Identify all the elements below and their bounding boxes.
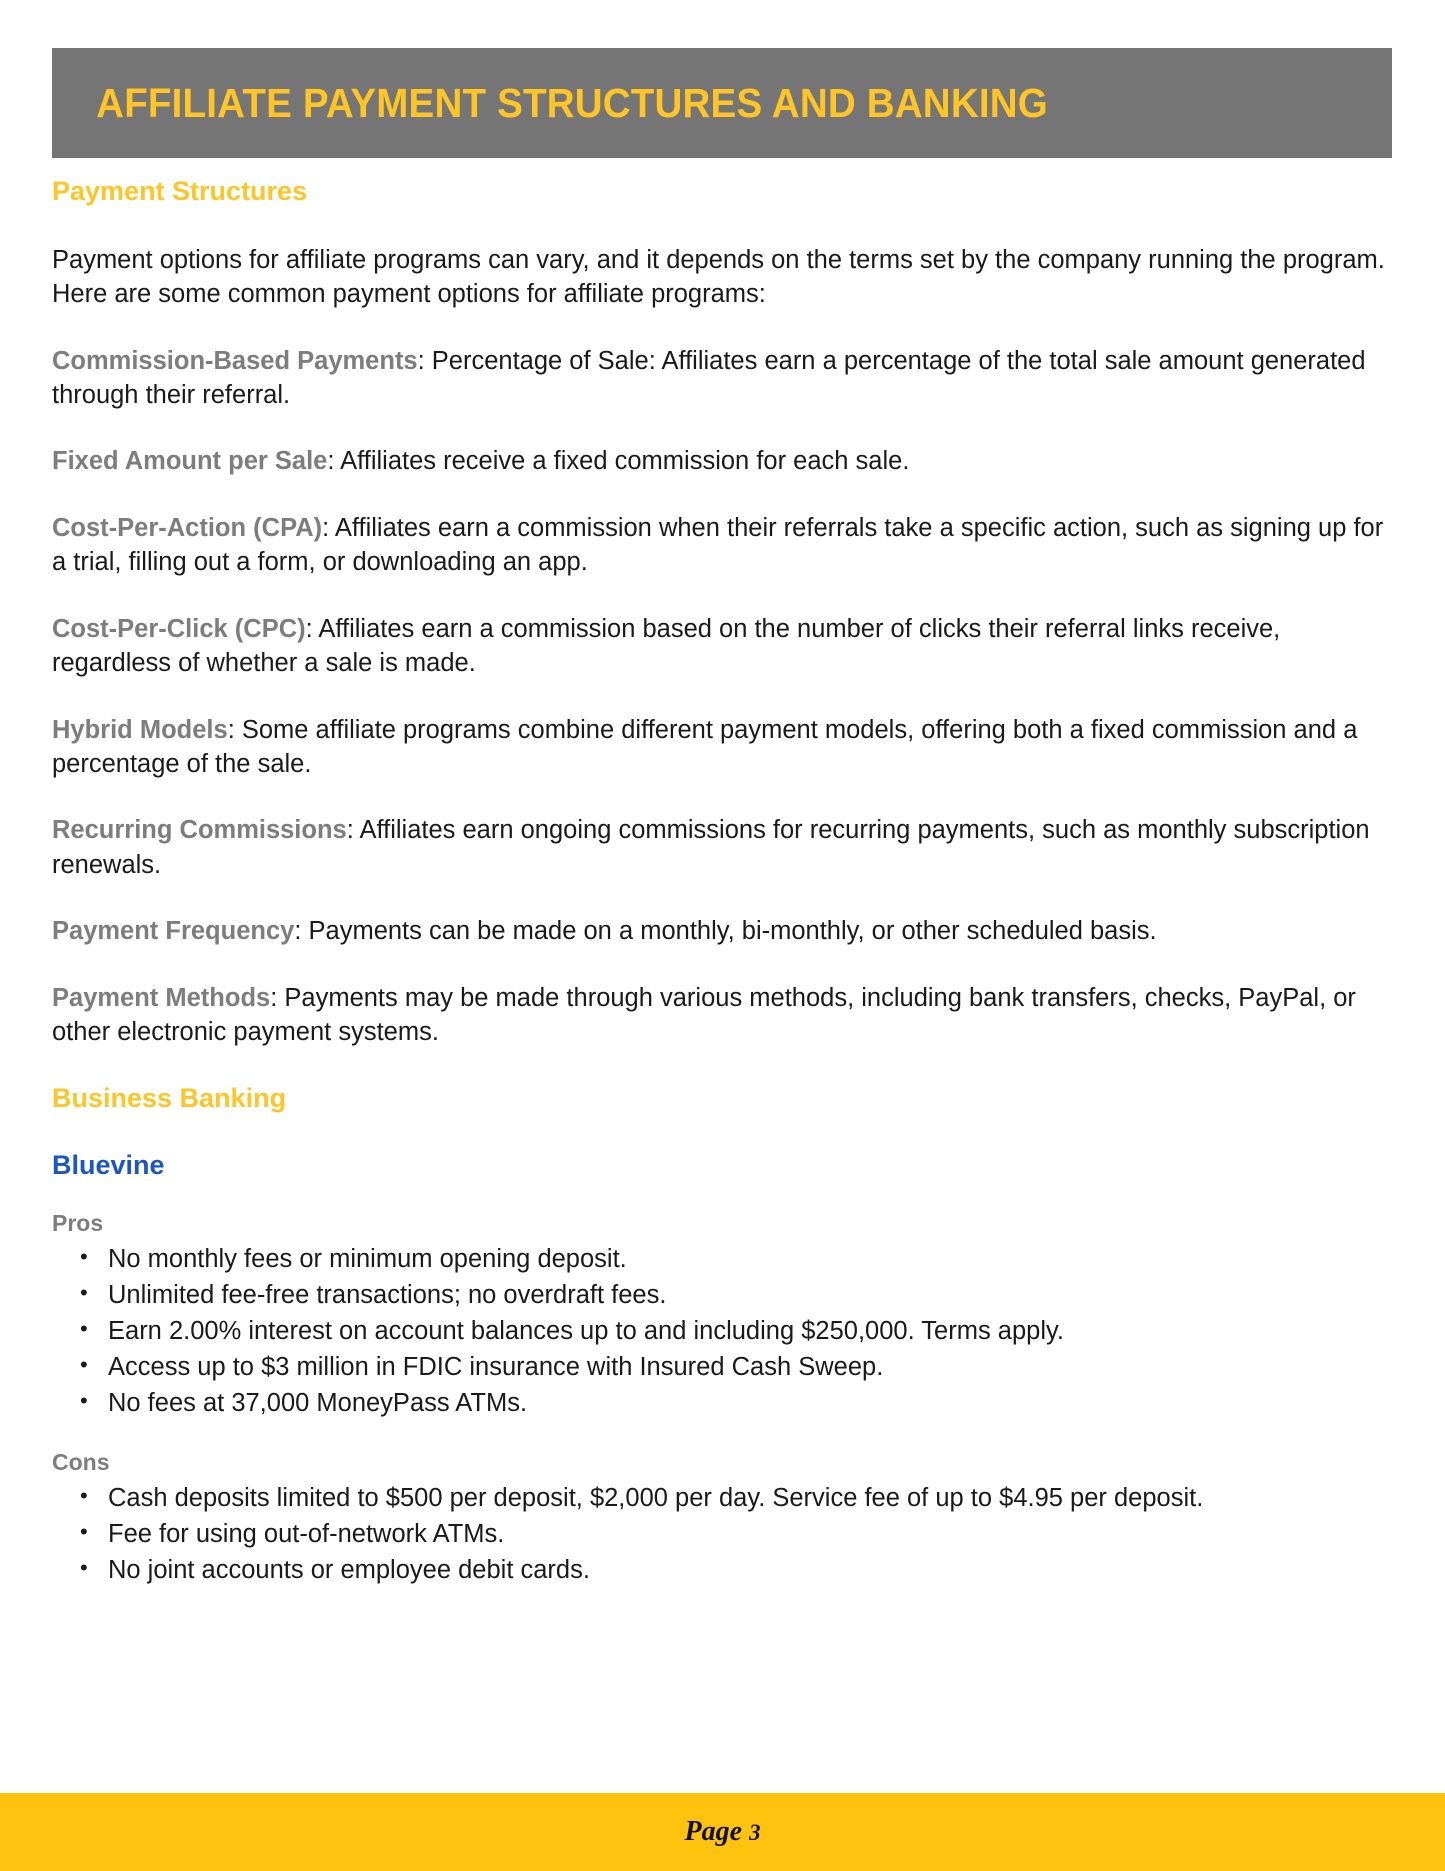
page-footer-bar: [0, 1793, 1445, 1871]
section-heading-payment-structures: Payment Structures: [52, 176, 308, 206]
spacer: [52, 580, 1397, 612]
payment-item-label: Payment Frequency: [52, 917, 295, 946]
footer-page-number: 3: [749, 1820, 761, 1845]
payment-item-hybrid-models: [52, 713, 1397, 782]
payment-item-payment-frequency: [52, 914, 1397, 948]
payment-item-body: : Affiliates earn a commission based on the number of clicks their referral links receive, regardless of whether a sale is made.: [52, 614, 1281, 678]
spacer: [52, 479, 1397, 511]
payment-item-body: : Affiliates receive a fixed commission for each sale.: [327, 447, 910, 476]
pros-list: [52, 1243, 1397, 1421]
payment-item-payment-methods: [52, 981, 1397, 1050]
payment-item-body: : Some affiliate programs combine different payment models, offering both a fixed commission and a percentage of the sale.: [52, 715, 1358, 778]
intro-paragraph: Payment options for affiliate programs can vary, and it depends on the terms set by the company running the program. Here are some common payment options for affiliate programs:: [52, 245, 1385, 309]
payment-item-body: : Payments can be made on a monthly, bi-monthly, or other scheduled basis.: [294, 917, 1157, 946]
list-item: • No joint accounts or employee debit cards.: [108, 1554, 1397, 1588]
payment-item-body: : Affiliates earn ongoing commissions for recurring payments, such as monthly subscription renewals.: [52, 816, 1370, 879]
spacer: [52, 1422, 1397, 1448]
payment-item-body: : Percentage of Sale: Affiliates earn a percentage of the total sale amount generated through their referral.: [52, 346, 1366, 410]
payment-item-commission-based: [52, 344, 1397, 413]
payment-item-cpa: [52, 511, 1397, 580]
spacer: [52, 312, 1397, 344]
spacer: [52, 882, 1397, 914]
spacer: [52, 681, 1397, 713]
list-item: • Unlimited fee-free transactions; no overdraft fees.: [108, 1279, 1397, 1313]
payment-item-label: Payment Methods: [52, 983, 271, 1012]
footer-label-text: Page: [684, 1816, 743, 1847]
payment-item-label: Hybrid Models: [52, 715, 228, 744]
payment-item-cpc: [52, 612, 1397, 681]
list-item: • Access up to $3 million in FDIC insurance with Insured Cash Sweep.: [108, 1351, 1397, 1385]
spacer: [52, 1183, 1397, 1209]
list-item: • No fees at 37,000 MoneyPass ATMs.: [108, 1387, 1397, 1421]
footer-page-label: [684, 1816, 760, 1848]
spacer: [52, 949, 1397, 981]
list-item: • Fee for using out-of-network ATMs.: [108, 1518, 1397, 1552]
list-item: • Earn 2.00% interest on account balances up to and including $250,000. Terms apply.: [108, 1315, 1397, 1349]
spacer: [52, 217, 1397, 243]
cons-label: Cons: [52, 1449, 110, 1476]
page-title: AFFILIATE PAYMENT STRUCTURES AND BANKING: [96, 79, 1048, 126]
spacer: [52, 781, 1397, 813]
document-body: [52, 175, 1397, 1590]
list-item: • No monthly fees or minimum opening deposit.: [108, 1243, 1397, 1277]
list-item: • Cash deposits limited to $500 per deposit, $2,000 per day. Service fee of up to $4.95 per deposit.: [108, 1482, 1397, 1516]
bank-name-heading: Bluevine: [52, 1150, 165, 1181]
payment-item-label: Commission-Based Payments: [52, 346, 418, 375]
payment-item-fixed-amount: [52, 444, 1397, 478]
payment-item-label: Cost-Per-Click (CPC): [52, 614, 306, 643]
payment-item-body: : Payments may be made through various methods, including bank transfers, checks, PayPal, or other electronic payment systems.: [52, 983, 1356, 1047]
payment-item-recurring-commissions: [52, 813, 1397, 882]
spacer: [52, 1123, 1397, 1149]
pros-label: Pros: [52, 1210, 104, 1236]
spacer: [52, 412, 1397, 444]
cons-list: [52, 1482, 1397, 1588]
payment-item-label: Cost-Per-Action (CPA): [52, 513, 323, 542]
payment-item-label: Recurring Commissions: [52, 816, 347, 845]
spacer: [52, 1050, 1397, 1082]
payment-item-label: Fixed Amount per Sale: [52, 447, 328, 476]
page-header-banner: [52, 48, 1392, 158]
payment-item-body: : Affiliates earn a commission when their referrals take a specific action, such as signing up for a trial, filling out a form, or downloading an app.: [52, 513, 1384, 577]
section-heading-business-banking: Business Banking: [52, 1082, 287, 1113]
